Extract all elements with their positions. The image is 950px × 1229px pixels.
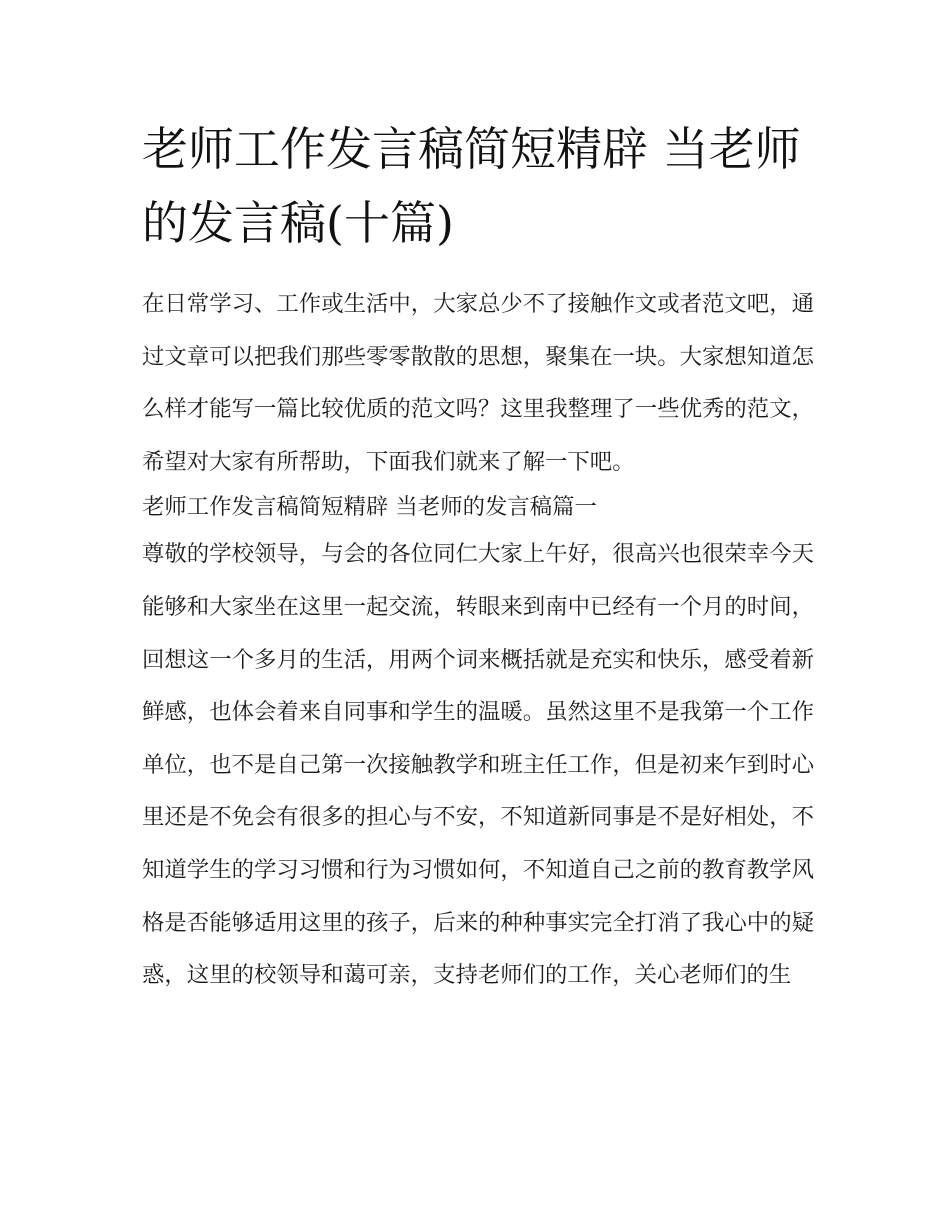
section-heading: 老师工作发言稿简短精辟 当老师的发言稿篇一 xyxy=(142,494,597,521)
section-body-paragraph: 尊敬的学校领导，与会的各位同仁大家上午好，很高兴也很荣幸今天能够和大家坐在这里一起交流，转眼来到南中已经有一个月的时间，回想这一个多月的生活，用两个词来概括就是充实和快乐，感受着新鲜感，也体会着来自同事和学生的温暖。虽然这里不是我第一个工作单位，也不是自己第一次接触教学和班主任工作，但是初来乍到时心里还是不免会有很多的担心与不安，不知道新同事是不是好相处，不知道学生的学习习惯和行为习惯如何，不知道自己之前的教育教学风格是否能够适用这里的孩子，后来的种种事实完全打消了我心中的疑惑，这里的校领导和蔼可亲，支持老师们的工作，关心老师们的生 xyxy=(142,541,814,989)
intro-paragraph: 在日常学习、工作或生活中，大家总少不了接触作文或者范文吧，通过文章可以把我们那些零零散散的思想，聚集在一块。大家想知道怎么样才能写一篇比较优质的范文吗？这里我整理了一些优秀的范文，希望对大家有所帮助，下面我们就来了解一下吧。 xyxy=(142,291,814,475)
document-page xyxy=(142,112,814,1002)
document-title: 老师工作发言稿简短精辟 当老师的发言稿(十篇) xyxy=(142,122,801,250)
